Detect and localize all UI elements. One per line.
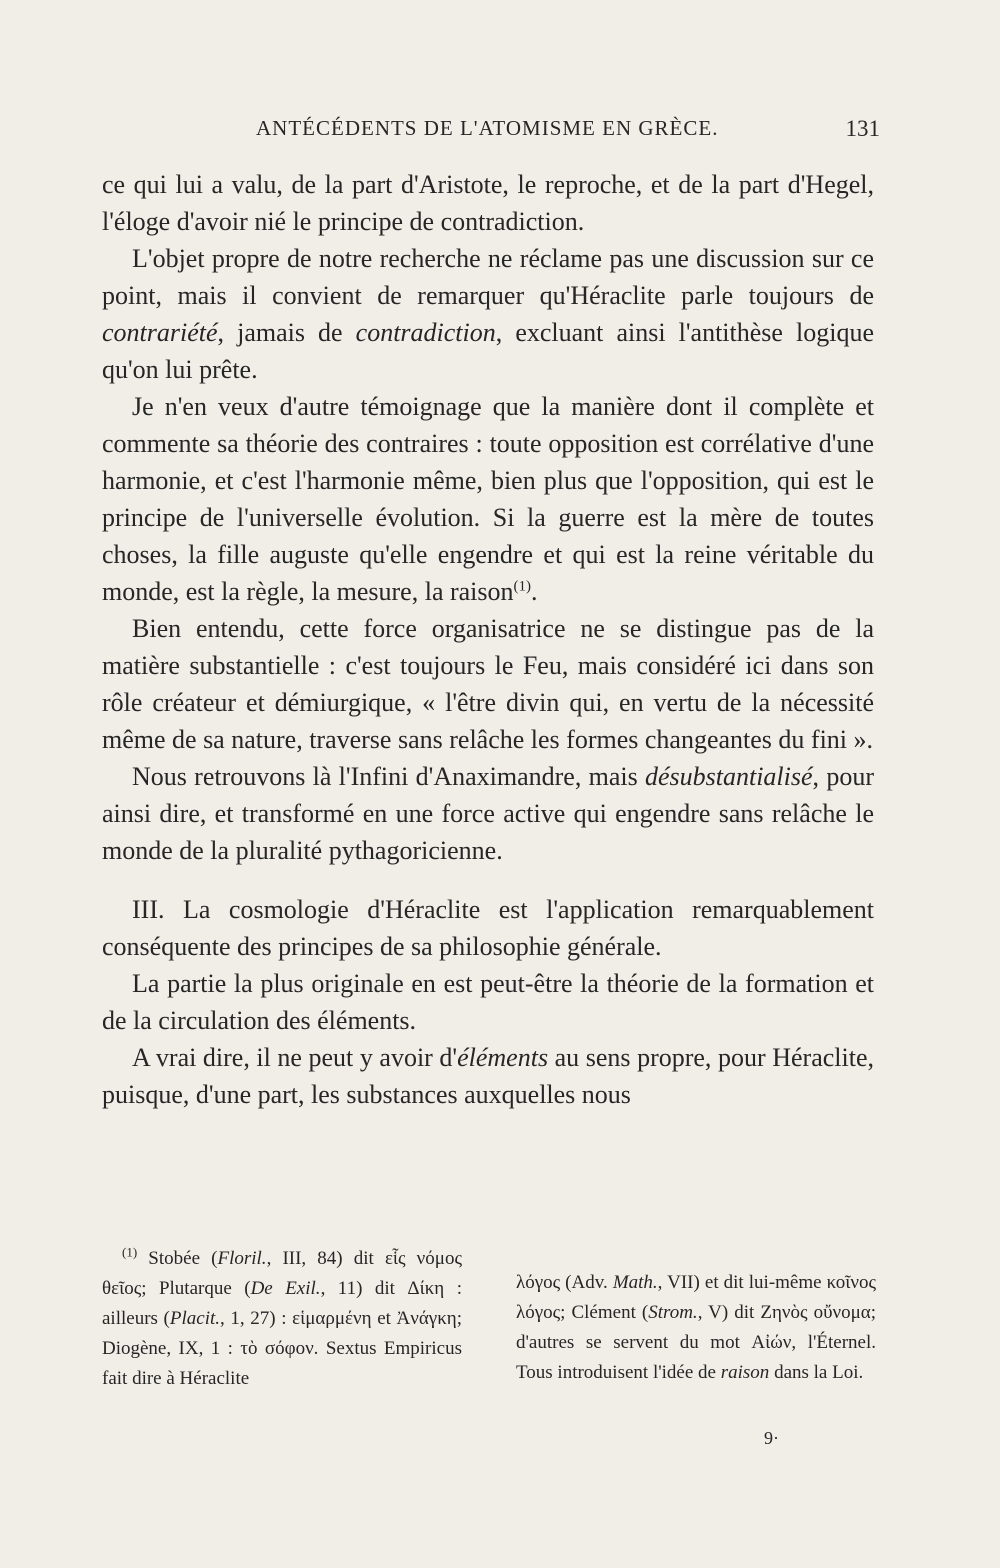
paragraph-7: La partie la plus originale en est peut-être la théorie de la formation et de la circulation des éléments. — [102, 969, 874, 1035]
paragraph-5 — [102, 758, 874, 869]
text-run: , V) dit Ζηνὸς οὔνομα; d'autres se servent du mot Αἰών, l'Éternel. Tous introduisent l'idée de — [516, 1302, 876, 1383]
paragraph-4: Bien entendu, cette force organisatrice ne se distingue pas de la matière substantielle : c'est toujours le Feu, mais considéré ici dans son rôle créateur et démiurgique, « l'être divin qui, en vertu de la nécessité même de sa nature, traverse sans relâche les formes changeantes du fini ». — [102, 614, 874, 754]
emphasis-raison: raison — [720, 1362, 770, 1383]
text-run: . — [531, 577, 538, 606]
text-run: λόγος (Adv. — [516, 1272, 613, 1293]
running-head: ANTÉCÉDENTS DE L'ATOMISME EN GRÈCE. — [256, 116, 719, 140]
text-run: dans la Loi. — [769, 1362, 864, 1383]
footnote-right-column — [516, 1268, 876, 1388]
text-run: au sens propre, pour Héraclite, puisque, d'une part, les substances auxquelles nous — [102, 1043, 874, 1109]
emphasis-contrariete: contrariété — [102, 318, 218, 347]
signature-mark: 9· — [764, 1428, 779, 1448]
text-run: Stobée ( — [137, 1248, 218, 1269]
paragraph-8 — [102, 1039, 874, 1113]
text-run: A vrai dire, il ne peut y avoir d' — [132, 1043, 458, 1072]
text-run: , VII) et dit lui-même κοῖνος λόγος; Clément ( — [516, 1272, 876, 1323]
emphasis-elements: éléments — [457, 1043, 549, 1072]
emphasis-de-exil: De Exil. — [250, 1278, 321, 1299]
text-run: , III, 84) dit εἷς νόμος θεῖος; Plutarque ( — [102, 1248, 462, 1299]
text-run: , pour ainsi dire, et transformé en une force active qui engendre sans relâche le monde de la pluralité pythagoricienne. — [102, 762, 874, 865]
emphasis-contradiction: contradiction — [355, 318, 496, 347]
paragraph-2 — [102, 240, 874, 388]
text-run: , jamais de — [217, 318, 356, 347]
page-header — [250, 116, 880, 152]
text-run: L'objet propre de notre recherche ne réclame pas une discussion sur ce point, mais il convient de remarquer qu'Héraclite parle toujours de — [102, 244, 874, 310]
emphasis-floril: Floril. — [217, 1248, 267, 1269]
text-run: Nous retrouvons là l'Infini d'Anaximandre, mais — [132, 762, 645, 791]
text-run: Je n'en veux d'autre témoignage que la manière dont il complète et commente sa théorie des contraires : toute opposition est corrélative d'une harmonie, et c'est l'harmonie même, bien plus que l'opposition, qui est le principe de l'universelle évolution. Si la guerre est la mère de toutes choses, la fille auguste qu'elle engendre et qui est la reine véritable du monde, est la règle, la mesure, la raison — [102, 392, 874, 606]
paragraph-section-iii: III. La cosmologie d'Héraclite est l'application remarquablement conséquente des principes de sa philosophie générale. — [102, 895, 874, 961]
page-number: 131 — [845, 116, 880, 141]
paragraph-3 — [102, 388, 874, 610]
text-run: , excluant ainsi l'antithèse logique qu'on lui prête. — [102, 318, 874, 384]
text-run: , 11) dit Δίκη : ailleurs ( — [102, 1278, 462, 1329]
footnote-mark: (1) — [122, 1244, 138, 1260]
emphasis-strom: Strom. — [648, 1302, 698, 1323]
footnote-reference: (1) — [513, 578, 532, 595]
text-run: , 1, 27) : εἱμαρμένη et Ἀνάγκη; Diogène, IX, 1 : τὸ σόφον. Sextus Empiricus fait dire à Héraclite — [102, 1308, 462, 1389]
emphasis-placit: Placit. — [169, 1308, 221, 1329]
emphasis-math: Math. — [612, 1272, 658, 1293]
emphasis-desubstantialise: désubstantialisé — [644, 762, 813, 791]
main-text — [102, 166, 874, 1113]
paragraph-1: ce qui lui a valu, de la part d'Aristote, le reproche, et de la part d'Hegel, l'éloge d'avoir nié le principe de contradiction. — [102, 170, 874, 236]
footnote-left-column — [102, 1244, 462, 1394]
